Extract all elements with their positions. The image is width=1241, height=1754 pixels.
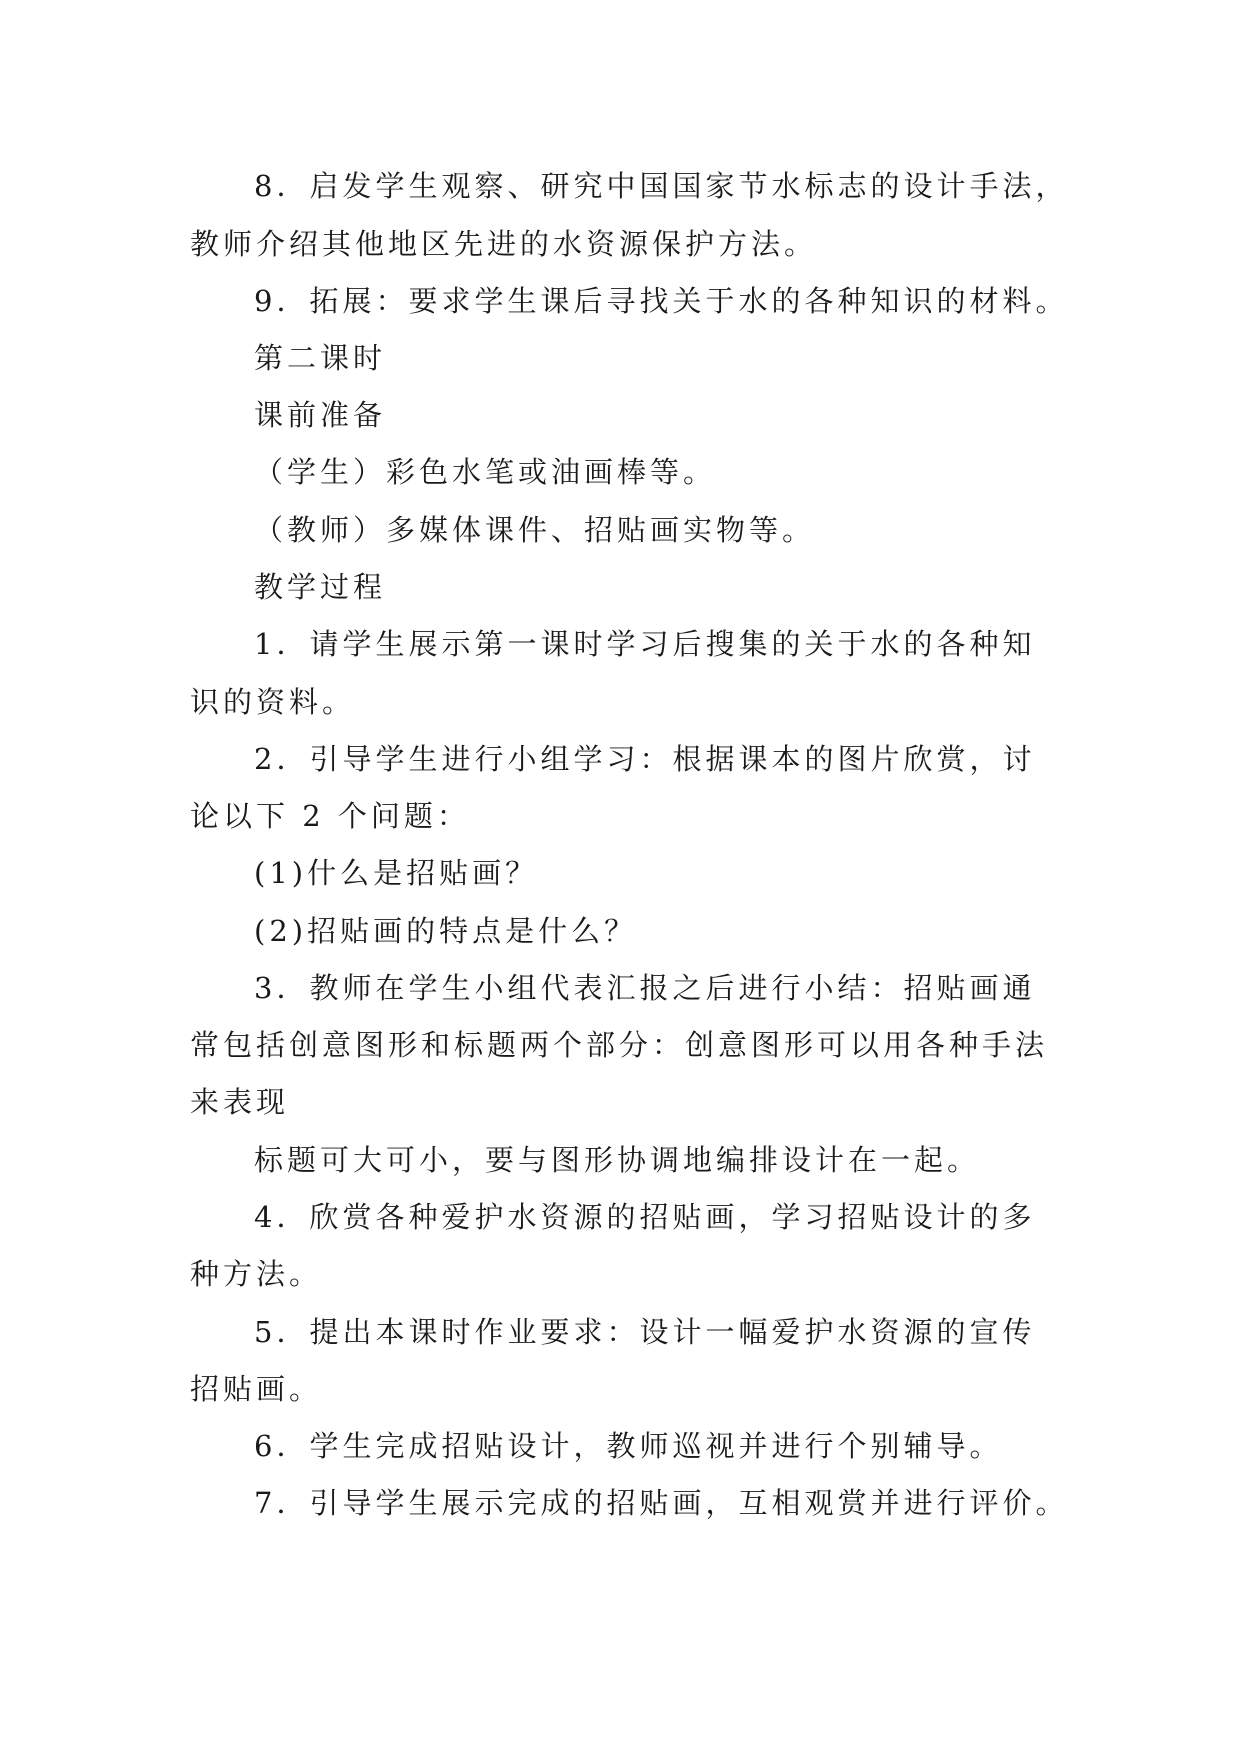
step-5-line-2: 招贴画。 xyxy=(190,1372,323,1406)
step-2-line-2: 论以下 2 个问题： xyxy=(190,799,470,833)
preparation-students: （学生）彩色水笔或油画棒等。 xyxy=(254,455,717,489)
step-4-line-1: 4．欣赏各种爱护水资源的招贴画，学习招贴设计的多 xyxy=(254,1200,1036,1234)
step-2-line-1: 2．引导学生进行小组学习：根据课本的图片欣赏，讨 xyxy=(254,742,1036,776)
paragraph-8-line-2: 教师介绍其他地区先进的水资源保护方法。 xyxy=(190,227,818,261)
step-3-line-3: 来表现 xyxy=(190,1085,290,1119)
step-3-line-4: 标题可大可小，要与图形协调地编排设计在一起。 xyxy=(254,1143,981,1177)
step-6: 6．学生完成招贴设计，教师巡视并进行个别辅导。 xyxy=(254,1429,1003,1463)
step-3-line-2: 常包括创意图形和标题两个部分：创意图形可以用各种手法 xyxy=(190,1028,1049,1062)
subheading-teaching-process: 教学过程 xyxy=(254,570,387,604)
step-3-line-1: 3．教师在学生小组代表汇报之后进行小结：招贴画通 xyxy=(254,971,1036,1005)
paragraph-9: 9．拓展：要求学生课后寻找关于水的各种知识的材料。 xyxy=(254,284,1069,318)
step-1-line-1: 1．请学生展示第一课时学习后搜集的关于水的各种知 xyxy=(254,627,1036,661)
subheading-preparation: 课前准备 xyxy=(254,398,387,432)
preparation-teacher: （教师）多媒体课件、招贴画实物等。 xyxy=(254,513,816,547)
paragraph-8-line-1: 8．启发学生观察、研究中国国家节水标志的设计手法， xyxy=(254,169,1069,203)
step-4-line-2: 种方法。 xyxy=(190,1257,323,1291)
step-5-line-1: 5．提出本课时作业要求：设计一幅爱护水资源的宣传 xyxy=(254,1315,1036,1349)
question-1: (1)什么是招贴画？ xyxy=(254,856,539,890)
section-heading-second-lesson: 第二课时 xyxy=(254,341,387,375)
step-7: 7．引导学生展示完成的招贴画，互相观赏并进行评价。 xyxy=(254,1486,1069,1520)
step-1-line-2: 识的资料。 xyxy=(190,685,356,719)
question-2: (2)招贴画的特点是什么？ xyxy=(254,914,638,948)
